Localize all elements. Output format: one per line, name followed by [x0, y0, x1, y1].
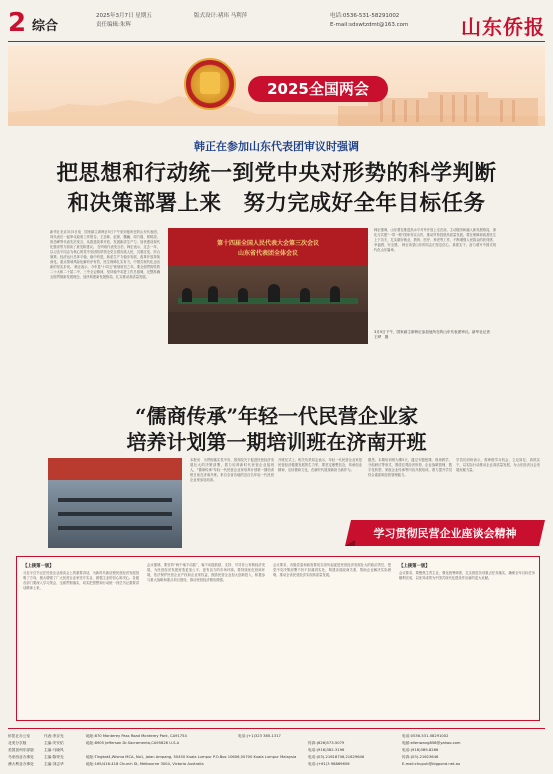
study-banner-text: 学习贯彻民营企业座谈会精神 — [373, 527, 517, 540]
footer-cell: 澳大利亚办事处 — [8, 762, 34, 766]
story1-photo-caption: 3月5日下午，国家副主席韩正参加他所在的山东代表团审议。新华社记者 王晔 摄 — [374, 330, 494, 339]
footer-cell: 传真:(626)573-5079 — [308, 741, 345, 745]
footer-cell: 侨报社办公室 — [8, 734, 31, 738]
footer-cell: 电话:(+61)3 98869656 — [308, 762, 350, 766]
footer-cell: 地址:165/416-418 Church St, Melbourne 3004, Victoria Australia — [86, 762, 204, 766]
continued-box — [16, 556, 540, 721]
story1-col1-para1: 新华社北京3月5日电 国家副主席韩正5日下午来到他所在的山东代表团，同代表们一起审议政府工作报告。王忠林、赵豪、魏巍、周乃翔、郭树清、倪岳峰等代表先后发言，从推进改革开放、发展新质生产力、加快建设现代化强省等方面谈了意见和建议。 — [50, 230, 160, 249]
box-column1: 习近平总书记在民营企业座谈会上的重要讲话，为新时代新征程民营经济发展指明了方向，极大增强了广大民营企业家坚守实业、做强主业的信心和决心。各级各部门要深入学习领会、全面贯彻落实，切实把思想和行动统一到总书记重要讲话精神上来。 — [23, 571, 139, 590]
box-column4: 会议要求，要聚焦主责主业，强化统筹调度，扎实推进各项重点任务落实，确保全年目标任务顺利完成，以优异成绩为中国式现代化建设作出新的更大贡献。 — [399, 571, 535, 580]
masthead — [8, 8, 545, 42]
footer-cell: 北美分享版 — [8, 741, 27, 745]
story1-col3-para2: 韩正希望山东的同志们坚定信心、真抓实干，奋力谱写中国式现代化山东篇章。 — [374, 243, 496, 252]
footer-cell: 主编:马晓风 — [44, 748, 64, 752]
footer-cell: 主编:陈荣光 — [44, 755, 64, 759]
editor-credit: 责任编辑:朱辉 — [96, 22, 131, 28]
story2-column2: 开班仪式上，相关负责同志表示，年轻一代民营企业家是民营经济健康发展的生力军，要坚定理想信念，传承创业精神，弘扬儒商文化，在新时代展现新担当新作为。 — [278, 458, 362, 472]
footer-cell: 主编:安安佑 — [44, 741, 64, 745]
story1-photo — [168, 228, 368, 344]
footer-cell: 地址:Tingkat4,Wisma MCA, No1, Jalan Ampang, 50450 Kuala Lumpur P.O.Box 10606,50700 Kuala Lumpur Malaysia — [86, 755, 297, 759]
story2-photo-classroom — [48, 458, 182, 548]
footer-cell: 电话:0536-531-5829​1002 — [402, 734, 449, 738]
footer-cell: 主编:刘志华 — [44, 762, 64, 766]
box-col4-title: 【上接第一版】 — [399, 564, 430, 569]
footer-cell: 电话:(03)-21618706,21629646 — [308, 755, 365, 759]
photo-banner-line2: 山东省代表团全体会议 — [237, 250, 298, 257]
newspaper-logo: 山东侨报 — [461, 15, 545, 39]
footer-cell: 地址:870 Monterey Pass Road Monterey Park, CA91754 — [86, 734, 187, 738]
footer-cell: 电话:(916)389-8266 — [402, 748, 439, 752]
issue-date: 2025年3月7日 星期五 — [96, 13, 152, 19]
footer-cell: 电话:(916)382-3196 — [308, 748, 345, 752]
phone-number: 电话:0536-531-5829​1002 — [330, 13, 400, 19]
footer-cell: 电邮:ellenwang858@yahoo.com — [402, 741, 461, 745]
two-sessions-banner — [8, 46, 545, 126]
page-number: 2 — [8, 8, 27, 38]
photo-banner-line1: 第十四届全国人民代表大会第三次会议 — [216, 240, 319, 247]
footer-cell: 美国加州东部版 — [8, 748, 34, 752]
national-emblem-icon — [184, 58, 236, 110]
footer-cell: 地址:8905 Jefferson Dr.Sacramento,CA95826 U.S.A — [86, 741, 180, 745]
study-banner — [345, 520, 545, 546]
footer-cell: 电话:(+1)323 385-1317 — [238, 734, 281, 738]
story1-headline-line2: 和决策部署上来 努力完成好全年目标任务 — [67, 191, 486, 216]
contact-footer — [8, 728, 545, 768]
footer-cell: 代表:李京光 — [44, 734, 64, 738]
story2-headline-line2: 培养计划第一期培训班在济南开班 — [126, 430, 427, 454]
story1-col3-para1: 韩正强调，山东要在推进高水平对外开放上走在前，主动服务和融入新发展格局，深化与共建"一带一路"国家务实合作，推动贸易投资高质量发展。要在保障和改善民生上下功夫，扎实做好就业、教育、医疗、养老等工作，不断增强人民群众的获得感、幸福感、安全感。 — [374, 228, 496, 247]
footer-cell: 传真:(03)-21623646 — [402, 755, 439, 759]
designer-credit: 版式设计:褚玮 马利萍 — [194, 13, 248, 19]
story1-col1-para2: 在听取代表发言后，韩正表示，过去一年，以习近平同志为核心的党中央团结带领全党全国各族人民，沉着应变、综合施策，经济运行总体平稳、稳中有进，新质生产力稳步发展，改革开放持续深化，重点领域风险化解有序有效，民生保障扎实有力，中国式现代化迈出新的坚实步伐。 — [50, 245, 160, 269]
section-title: 综合 — [32, 19, 59, 34]
footer-cell: 马来西亚办事处 — [8, 755, 34, 759]
story1-column1 — [50, 230, 160, 330]
banner-title: 2025全国两会 — [248, 76, 388, 102]
story2-headline-line1: “儒商传承”年轻一代民营企业家 — [134, 404, 418, 428]
story1-headline-line1: 把思想和行动统一到党中央对形势的科学判断 — [56, 161, 497, 186]
box-column2: 会议强调，要坚持“两个毫不动摇”，毫不动摇鼓励、支持、引导非公有制经济发展，为民营经济发展营造更加公平、更有活力的市场环境。要持续优化营商环境，依法保护民营企业产权和企业家权益，鼓励民营企业加大创新投入，积极参与重大战略和重点项目建设，推动民营经济做优做强。 — [147, 563, 265, 582]
email-address: E-mail:sdswtzdmt@163.com — [330, 22, 409, 28]
story1-col1-para3: 韩正表示，今年是"十四五"规划收官之年。要全面贯彻党的二十大和二十届二中、三中全会精神，坚持稳中求进工作总基调，完整准确全面贯彻新发展理念，加快构建新发展格局，扎实推动高质量发展。 — [50, 265, 160, 279]
story1-column3 — [374, 228, 496, 318]
story2-column3: 据悉，本期培训班为期5天，通过专题授课、现场教学、分组研讨等形式，围绕宏观经济形势、企业战略管理、数字化转型、家族企业传承等内容开展培训，着力提升学员综合素质和经营管理能力。 — [368, 458, 452, 477]
footer-cell: E-mail:chupuh@bigpond.net.au — [402, 762, 461, 766]
box-column3: 会议要求，各级党委和政府要切实担负起促进民营经济发展壮大的政治责任，把党中央决策部署不折不扣落到实处，构建亲清政商关系，帮助企业解决实际困难，推动全省民营经济实现高质量发展。 — [273, 563, 391, 577]
story2-column1: 本报讯 为贯彻落实党中央、国务院关于促进民营经济发展壮大的决策部署，着力培养新时代民营企业接班人，“儒商传承”年轻一代民营企业家培养计划第一期培训班日前在济南开班。来自全省各地的近百名年轻一代民营企业家参加培训。 — [190, 458, 274, 482]
box-col1-title: 【上接第一版】 — [23, 564, 54, 569]
story1-subtitle: 韩正在参加山东代表团审议时强调 — [194, 140, 359, 153]
story2-column4: 学员们纷纷表示，将珍惜学习机会，立足岗位、真抓实干，以实际行动推动企业高质量发展，为山东经济社会发展贡献力量。 — [456, 458, 540, 472]
